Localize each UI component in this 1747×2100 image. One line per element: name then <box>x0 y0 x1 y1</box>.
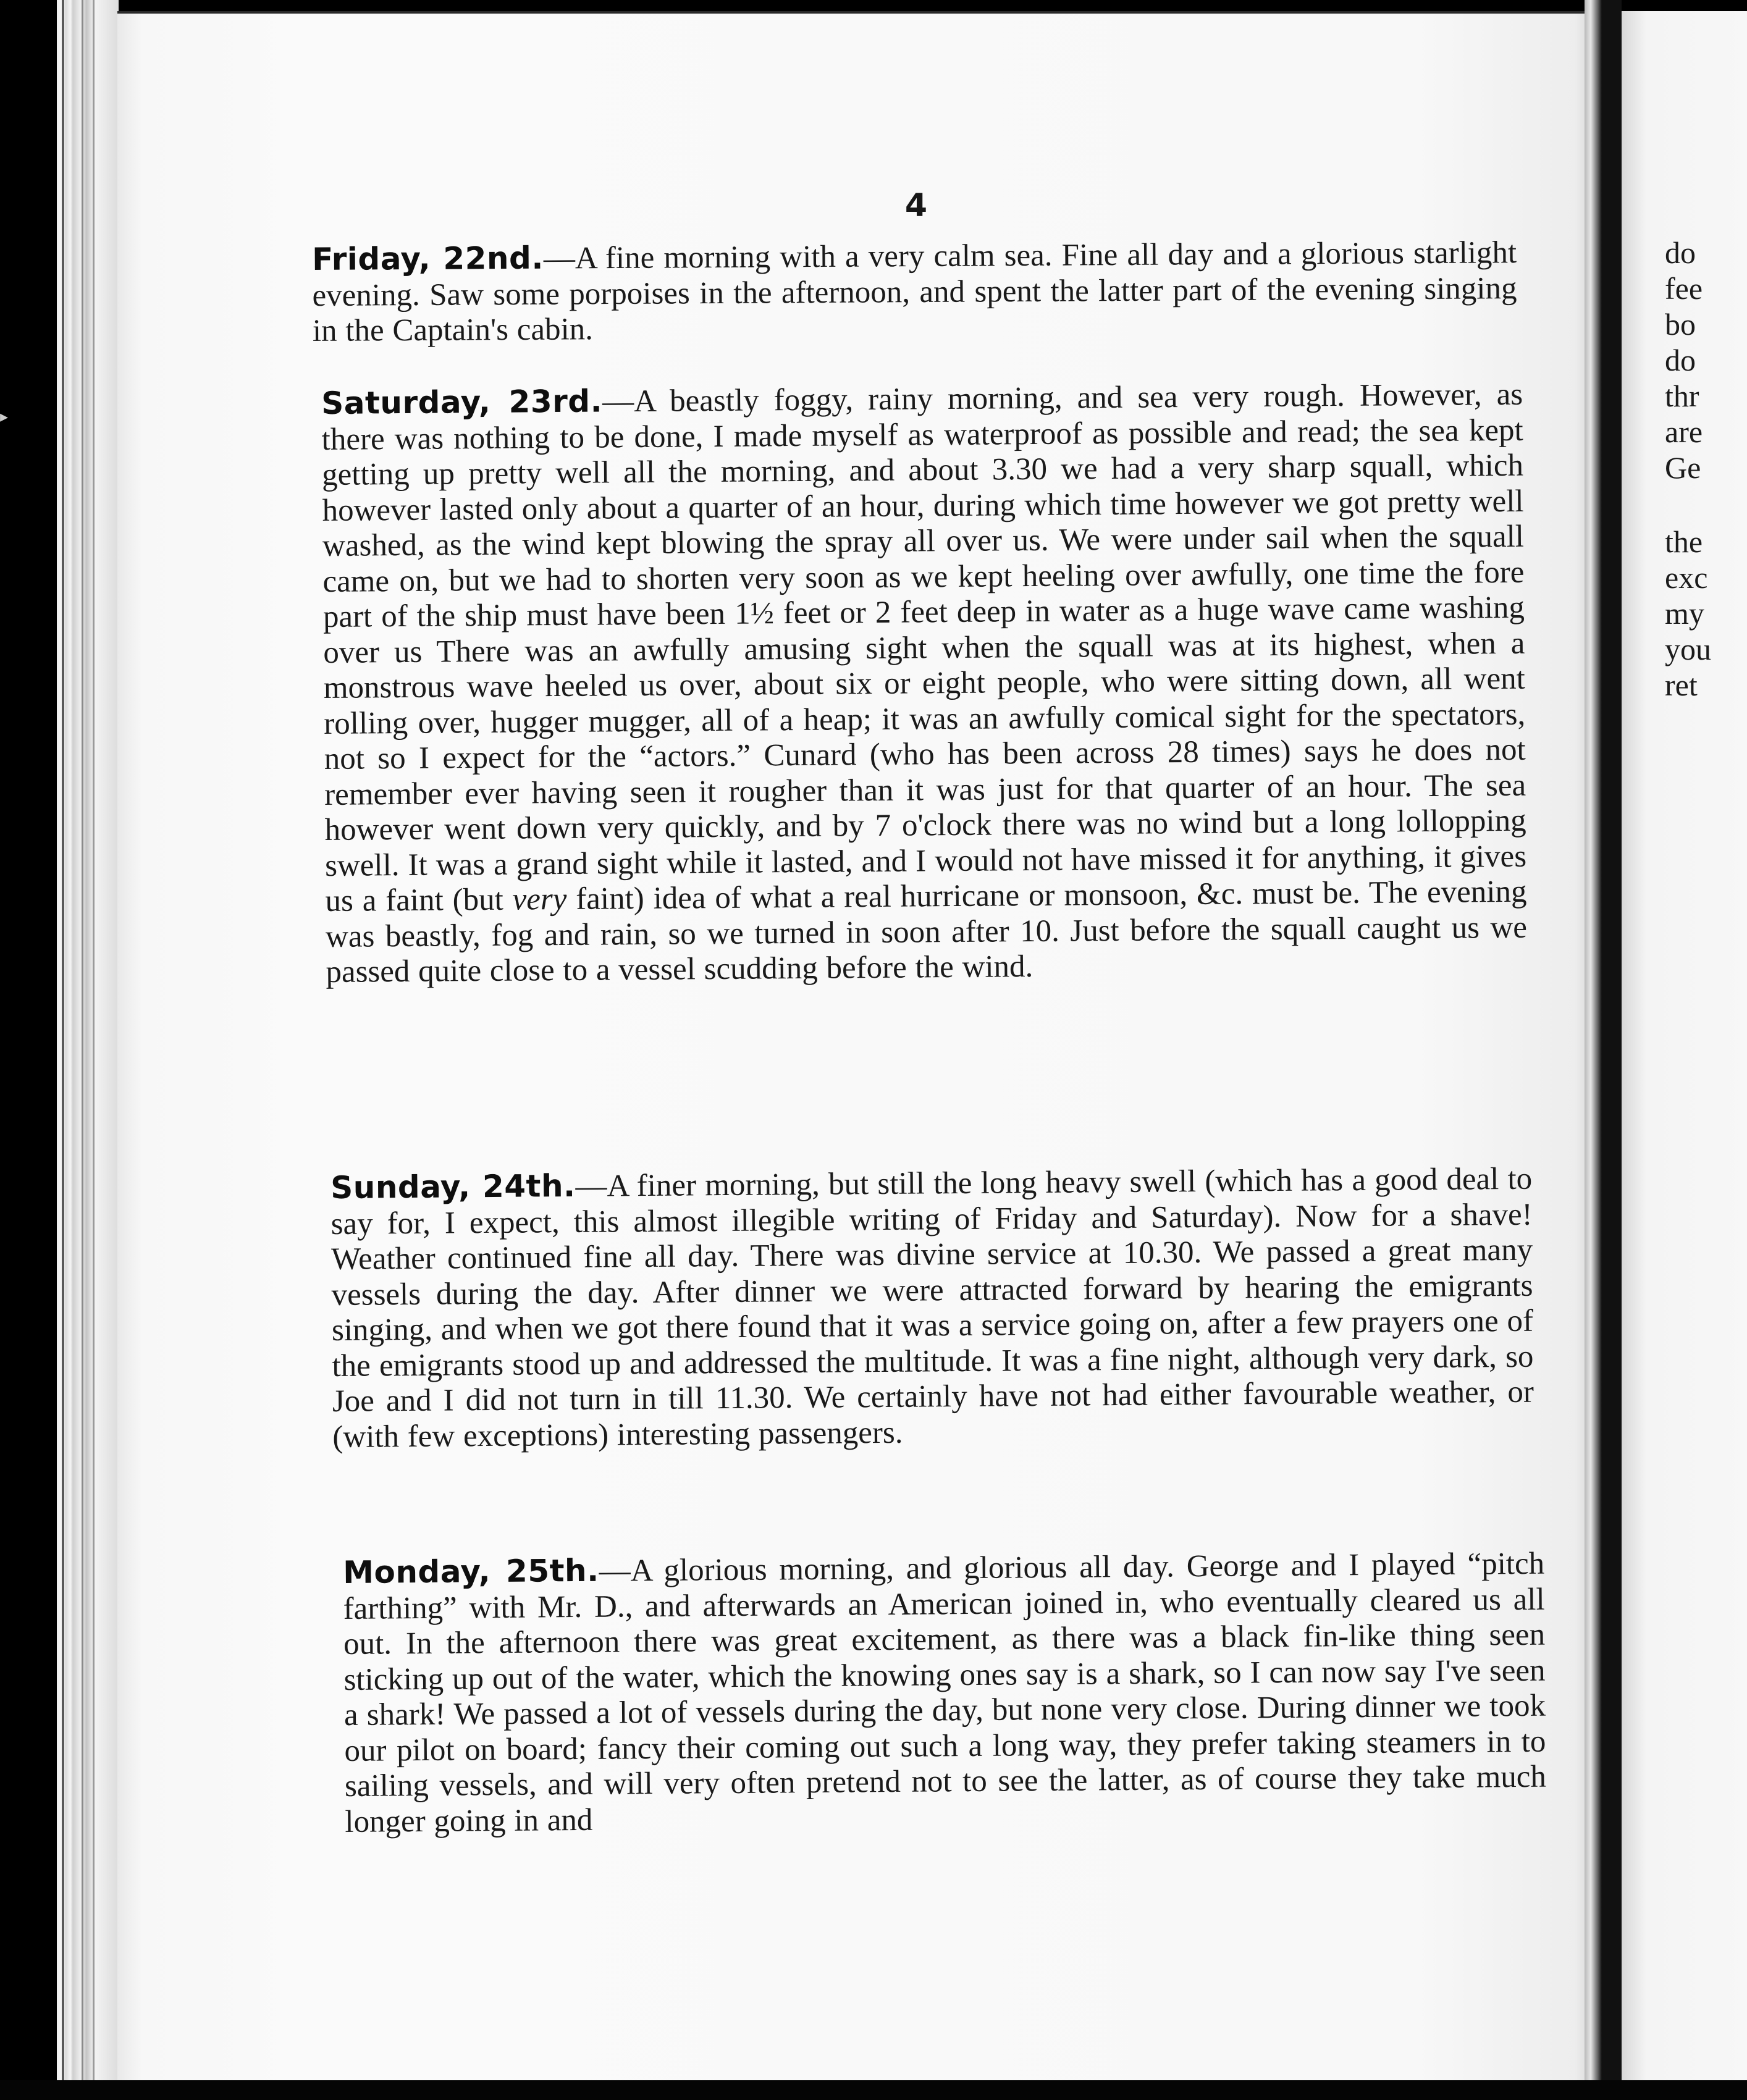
facing-page-fragment: fee <box>1665 271 1703 306</box>
entry-text: —A fine morning with a very calm sea. Fine all day and a glorious starlight evening. Saw some porpoises in the afternoon, and spent the latter part of the evening singing in the Captain's cabin. <box>312 235 1517 348</box>
speck-mark: ▸ <box>0 408 9 426</box>
diary-entry-sunday <box>330 1161 1534 1455</box>
entry-text: —A beastly foggy, rainy morning, and sea very rough. However, as there was nothing to be done, I made myself as waterproof as possible and read; the sea kept getting up pretty well all the morning, and about 3.30 we had a very sharp squall, which however lasted only about a quarter of an hour, during which time however we got pretty well washed, as the wind kept blowing the spray all over us. We were under sail when the squall came on, but we had to shorten very soon as we kept heeling over awfully, one time the fore part of the ship must have been 1½ feet or 2 feet deep in water as a huge wave came washing over us There was an awfully amusing sight when the squall was at its highest, when a monstrous wave heeled us over, about six or eight people, who were sitting down, all went rolling over, hugger mugger, all of a heap; it was an awfully comical sight for the spectators, not so I expect for the “actors.” Cunard (who has been across 28 times) says he does not remember ever having seen it rougher than it was just for that quarter of an hour. The sea however went down very quickly, and by 7 o'clock there was no wind but a long lollopping swell. It was a grand sight while it lasted, and I would not have missed it for anything, it gives us a faint (but <box>321 377 1527 918</box>
binding-line <box>82 0 83 2081</box>
facing-page-fragment: thr <box>1665 379 1699 413</box>
facing-page-fragment: bo <box>1665 307 1696 342</box>
diary-entry-saturday <box>321 377 1528 991</box>
facing-page-fragment: do <box>1665 235 1696 270</box>
page-gutter <box>1585 0 1622 2081</box>
entry-text: —A glorious morning, and glorious all day. George and I played “pitch farthing” with Mr. D., and afterwards an American joined in, who eventually cleared us all out. In the afternoon there was great excitement, as there was a black fin-like thing seen sticking up out of the water, which the knowing ones say is a shark, so I can now say I've seen a shark! We passed a lot of vessels during the day, but none very close. During dinner we took our pilot on board; fancy their coming out such a long way, they prefer taking steamers in to sailing vessels, and will very often pretend not to see the latter, as of course they take much longer going in and <box>343 1546 1547 1839</box>
entry-text: —A finer morning, but still the long heavy swell (which has a good deal to say for, I expect, this almost illegible writing of Friday and Saturday). Now for a shave! Weather continued fine all day. There was divine service at 10.30. We passed a great many vessels during the day. After dinner we were attracted forward by hearing the emigrants singing, and when we got there found that it was a service going on, after a few prayers one of the emigrants stood up and addressed the multitude. It was a fine night, although very dark, so Joe and I did not turn in till 11.30. We certainly have not had either favourable weather, or (with few exceptions) interesting passengers. <box>330 1161 1534 1455</box>
binding-line <box>62 0 64 2081</box>
facing-page-fragment: Ge <box>1665 450 1701 485</box>
entry-heading: Monday, 25th. <box>342 1552 599 1590</box>
diary-entry-monday <box>343 1546 1547 1840</box>
entry-heading: Friday, 22nd. <box>311 240 544 277</box>
facing-page-fragment: exc <box>1665 560 1708 595</box>
binding-line <box>93 0 95 2081</box>
facing-page-fragment: my <box>1665 596 1704 631</box>
entry-heading: Sunday, 24th. <box>330 1167 576 1206</box>
page-number: 4 <box>904 187 928 224</box>
facing-page-fragment: are <box>1665 414 1703 449</box>
facing-page <box>1622 11 1747 2080</box>
facing-page-fragment: you <box>1665 632 1711 666</box>
entry-emphasis: very <box>512 881 567 917</box>
facing-page-fragment: do <box>1665 343 1696 377</box>
entry-heading: Saturday, 23rd. <box>321 383 603 421</box>
entry-text: faint) idea of what a real hurricane or monsoon, &c. must be. The evening was beastly, fog and rain, so we turned in soon after 10. Just before the squall caught us we passed quite close to a vessel scudding before the wind. <box>325 874 1528 989</box>
left-binding <box>57 0 119 2081</box>
diary-entry-friday <box>312 235 1517 349</box>
bottom-shadow <box>0 2080 1747 2100</box>
facing-page-fragment: the <box>1665 524 1703 559</box>
facing-page-fragment: ret <box>1665 668 1698 702</box>
